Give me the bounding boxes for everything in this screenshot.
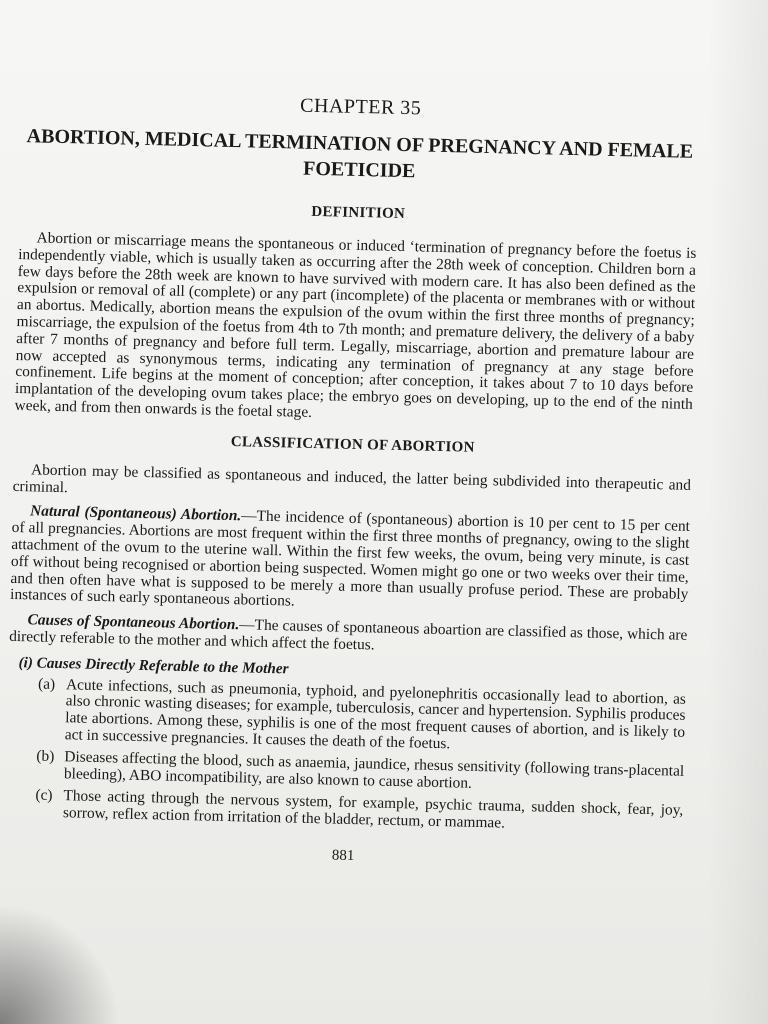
page-shading bbox=[708, 0, 768, 1024]
causes-list bbox=[5, 676, 686, 837]
causes-paragraph bbox=[9, 612, 688, 662]
corner-shadow bbox=[0, 904, 120, 1024]
list-item bbox=[7, 676, 686, 758]
causes-runin: Causes of Spontaneous Abortion. bbox=[27, 611, 240, 634]
definition-paragraph: Abortion or miscarriage means the spontaneous or induced ‘termination of pregnancy before the foetus is independently viable, which is usually taken as occurring after the 28th week of conception. Children born a few days before the 28th week are known to have survived with modern care. It has also been defined as the expulsion or removal of all (complete) or any part (incomplete) of the placenta or membranes with or without an abortus. Medically, abortion means the expulsion of the ovum within the first three months of pregnancy; miscarriage, the expulsion of the foetus from 4th to 7th month; and premature delivery, the delivery of a baby after 7 months of pregnancy and before full term. Legally, miscarriage, abortion and premature labour are now accepted as synonymous terms, indicating any termination of pregnancy at any stage before confinement. Life begins at the moment of conception; after conception, it takes about 7 to 10 days before implantation of the developing ovum takes place; the embryo goes on developing, up to the end of the ninth week, and from then onwards is the foetal stage. bbox=[14, 229, 697, 421]
list-item-text: Diseases affecting the blood, such as anaemia, jaundice, rhesus sensitivity (following trans-placental bleeding), ABO incompatibility, are also known to cause abortion. bbox=[63, 748, 685, 792]
classification-intro-paragraph: Abortion may be classified as spontaneous and induced, the latter being subdivided into therapeutic and criminal. bbox=[12, 461, 692, 496]
definition-heading: DEFINITION bbox=[311, 203, 406, 223]
list-item-text: Those acting through the nervous system, for example, psychic trauma, sudden shock, fear, joy, sorrow, reflex action from irritation of the bladder, rectum, or mammae. bbox=[62, 787, 684, 832]
causes-text: —The causes of spontaneous aboartion are classified as those, which are directly referable to the mother and which affect the foetus. bbox=[8, 616, 688, 654]
causes-subheading: (i) Causes Directly Referable to the Mother bbox=[18, 653, 289, 678]
list-item-text: Acute infections, such as pneumonia, typhoid, and pyelonephritis occasionally lead to abortion, as also chronic wasting diseases; for example, tuberculosis, cancer and hypertension. Syphilis produces late abortions. Among these, syphilis is one of the most frequent causes of abortion, and is likely to act in successive pregnancies. It causes the death of the foetus. bbox=[64, 675, 687, 752]
chapter-title: ABORTION, MEDICAL TERMINATION OF PREGNANCY AND FEMALE FOETICIDE bbox=[26, 125, 694, 183]
chapter-number: CHAPTER 35 bbox=[299, 94, 422, 120]
page-content bbox=[4, 88, 700, 873]
list-item-marker: (c) bbox=[35, 786, 53, 805]
natural-abortion-runin: Natural (Spontaneous) Abortion. bbox=[29, 502, 242, 525]
list-item-marker: (b) bbox=[36, 747, 55, 766]
natural-abortion-text: —The incidence of (spontaneous) abortion is 10 per cent to 15 per cent of all pregnancies. Abortions are most frequent within the first three months of pregnancy, owing to the slight attachment of the ovum to the uterine wall. Within the first few weeks, the ovum, being very minute, is cast off without being recognised or abortion being suspected. Women might go one or two weeks over their time, and then often have what is supposed to be merely a more than usually profuse period. These are probably instances of such early spontaneous abortions. bbox=[9, 507, 691, 610]
classification-heading: CLASSIFICATION OF ABORTION bbox=[230, 433, 475, 456]
natural-abortion-paragraph bbox=[10, 503, 690, 620]
list-item-marker: (a) bbox=[37, 675, 56, 693]
page-number: 881 bbox=[331, 848, 355, 865]
